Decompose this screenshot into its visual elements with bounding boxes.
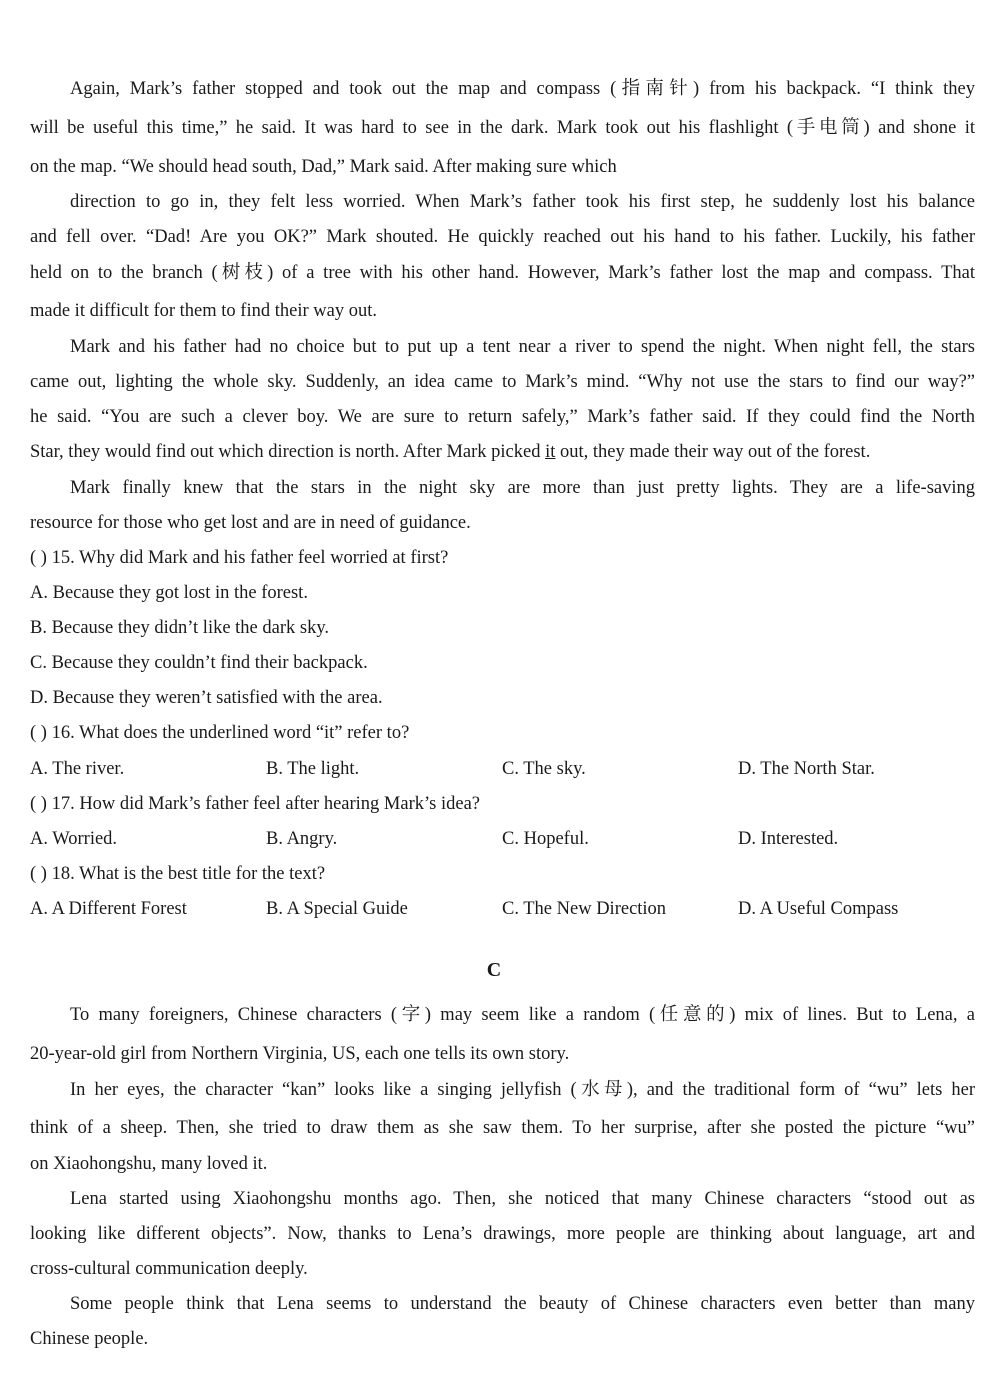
passage-c-p3-line-2: looking like different objects”. Now, thanks to Lena’s drawings, more people are thinking about language, art and — [30, 1224, 975, 1244]
passage-b-p2-line-1: direction to go in, they felt less worried. When Mark’s father took his first step, he suddenly lost his balance — [70, 192, 975, 212]
section-heading-c: C — [486, 959, 502, 981]
passage-b-p3-line-2: came out, lighting the whole sky. Suddenly, an idea came to Mark’s mind. “Why not use the stars to find our way?” — [30, 372, 975, 392]
question-17-option-c: C. Hopeful. — [502, 829, 589, 849]
question-15-option-d: D. Because they weren’t satisfied with the area. — [30, 688, 383, 708]
passage-b-p2-line-4: made it difficult for them to find their way out. — [30, 301, 377, 321]
passage-c-p4-line-2: Chinese people. — [30, 1329, 149, 1349]
question-18-option-d: D. A Useful Compass — [738, 899, 899, 919]
passage-c-p1-line-2: 20-year-old girl from Northern Virginia, US, each one tells its own story. — [30, 1044, 570, 1064]
passage-b-p1-line-2: will be useful this time,” he said. It was hard to see in the dark. Mark took out his flashlight (手电筒) and shone it — [30, 118, 975, 138]
question-17-stem: ( ) 17. How did Mark’s father feel after hearing Mark’s idea? — [30, 794, 480, 814]
question-16-stem: ( ) 16. What does the underlined word “it” refer to? — [30, 723, 410, 743]
passage-c-p2-line-3: on Xiaohongshu, many loved it. — [30, 1154, 268, 1174]
question-18-option-a: A. A Different Forest — [30, 899, 187, 919]
question-16-option-d: D. The North Star. — [738, 759, 875, 779]
passage-c-p3-line-1: Lena started using Xiaohongshu months ago. Then, she noticed that many Chinese characters “stood out as — [70, 1189, 975, 1209]
p3-text-before: Star, they would find out which direction is north. After Mark picked — [30, 442, 546, 462]
underlined-word-it: it — [545, 442, 556, 462]
question-15-option-a: A. Because they got lost in the forest. — [30, 583, 308, 603]
passage-b-p3-line-3: he said. “You are such a clever boy. We are sure to return safely,” Mark’s father said. If they could find the North — [30, 407, 975, 427]
passage-c-p2-line-1: In her eyes, the character “kan” looks like a singing jellyfish (水母), and the traditional form of “wu” lets her — [70, 1080, 975, 1100]
question-16-option-a: A. The river. — [30, 759, 125, 779]
question-15-option-c: C. Because they couldn’t find their backpack. — [30, 653, 368, 673]
question-16-option-c: C. The sky. — [502, 759, 586, 779]
question-18-stem: ( ) 18. What is the best title for the text? — [30, 864, 326, 884]
question-15-option-b: B. Because they didn’t like the dark sky. — [30, 618, 330, 638]
passage-b-p3-line-1: Mark and his father had no choice but to put up a tent near a river to spend the night. When night fell, the stars — [70, 337, 975, 357]
question-17-option-a: A. Worried. — [30, 829, 118, 849]
question-18-option-c: C. The New Direction — [502, 899, 667, 919]
passage-c-p4-line-1: Some people think that Lena seems to understand the beauty of Chinese characters even better than many — [70, 1294, 975, 1314]
passage-b-p4-line-1: Mark finally knew that the stars in the night sky are more than just pretty lights. They are a life-saving — [70, 478, 975, 498]
passage-c-p3-line-3: cross-cultural communication deeply. — [30, 1259, 308, 1279]
p3-text-after: out, they made their way out of the forest. — [555, 442, 871, 462]
passage-b-p4-line-2: resource for those who get lost and are in need of guidance. — [30, 513, 471, 533]
question-17-option-b: B. Angry. — [266, 829, 338, 849]
passage-b-p2-line-2: and fell over. “Dad! Are you OK?” Mark shouted. He quickly reached out his hand to his father. Luckily, his father — [30, 227, 975, 247]
passage-c-p2-line-2: think of a sheep. Then, she tried to draw them as she saw them. To her surprise, after she posted the picture “wu” — [30, 1118, 975, 1138]
question-18-option-b: B. A Special Guide — [266, 899, 408, 919]
passage-b-p3-line-4 — [30, 439, 975, 465]
passage-b-p1-line-3: on the map. “We should head south, Dad,” Mark said. After making sure which — [30, 157, 617, 177]
passage-c-p1-line-1: To many foreigners, Chinese characters (字) may seem like a random (任意的) mix of lines. But to Lena, a — [70, 1005, 975, 1025]
question-15-stem: ( ) 15. Why did Mark and his father feel worried at first? — [30, 548, 449, 568]
question-16-option-b: B. The light. — [266, 759, 360, 779]
passage-b-p1-line-1: Again, Mark’s father stopped and took out the map and compass (指南针) from his backpack. “I think they — [70, 79, 975, 99]
passage-b-p2-line-3: held on to the branch (树枝) of a tree with his other hand. However, Mark’s father lost the map and compass. That — [30, 263, 975, 283]
question-17-option-d: D. Interested. — [738, 829, 839, 849]
